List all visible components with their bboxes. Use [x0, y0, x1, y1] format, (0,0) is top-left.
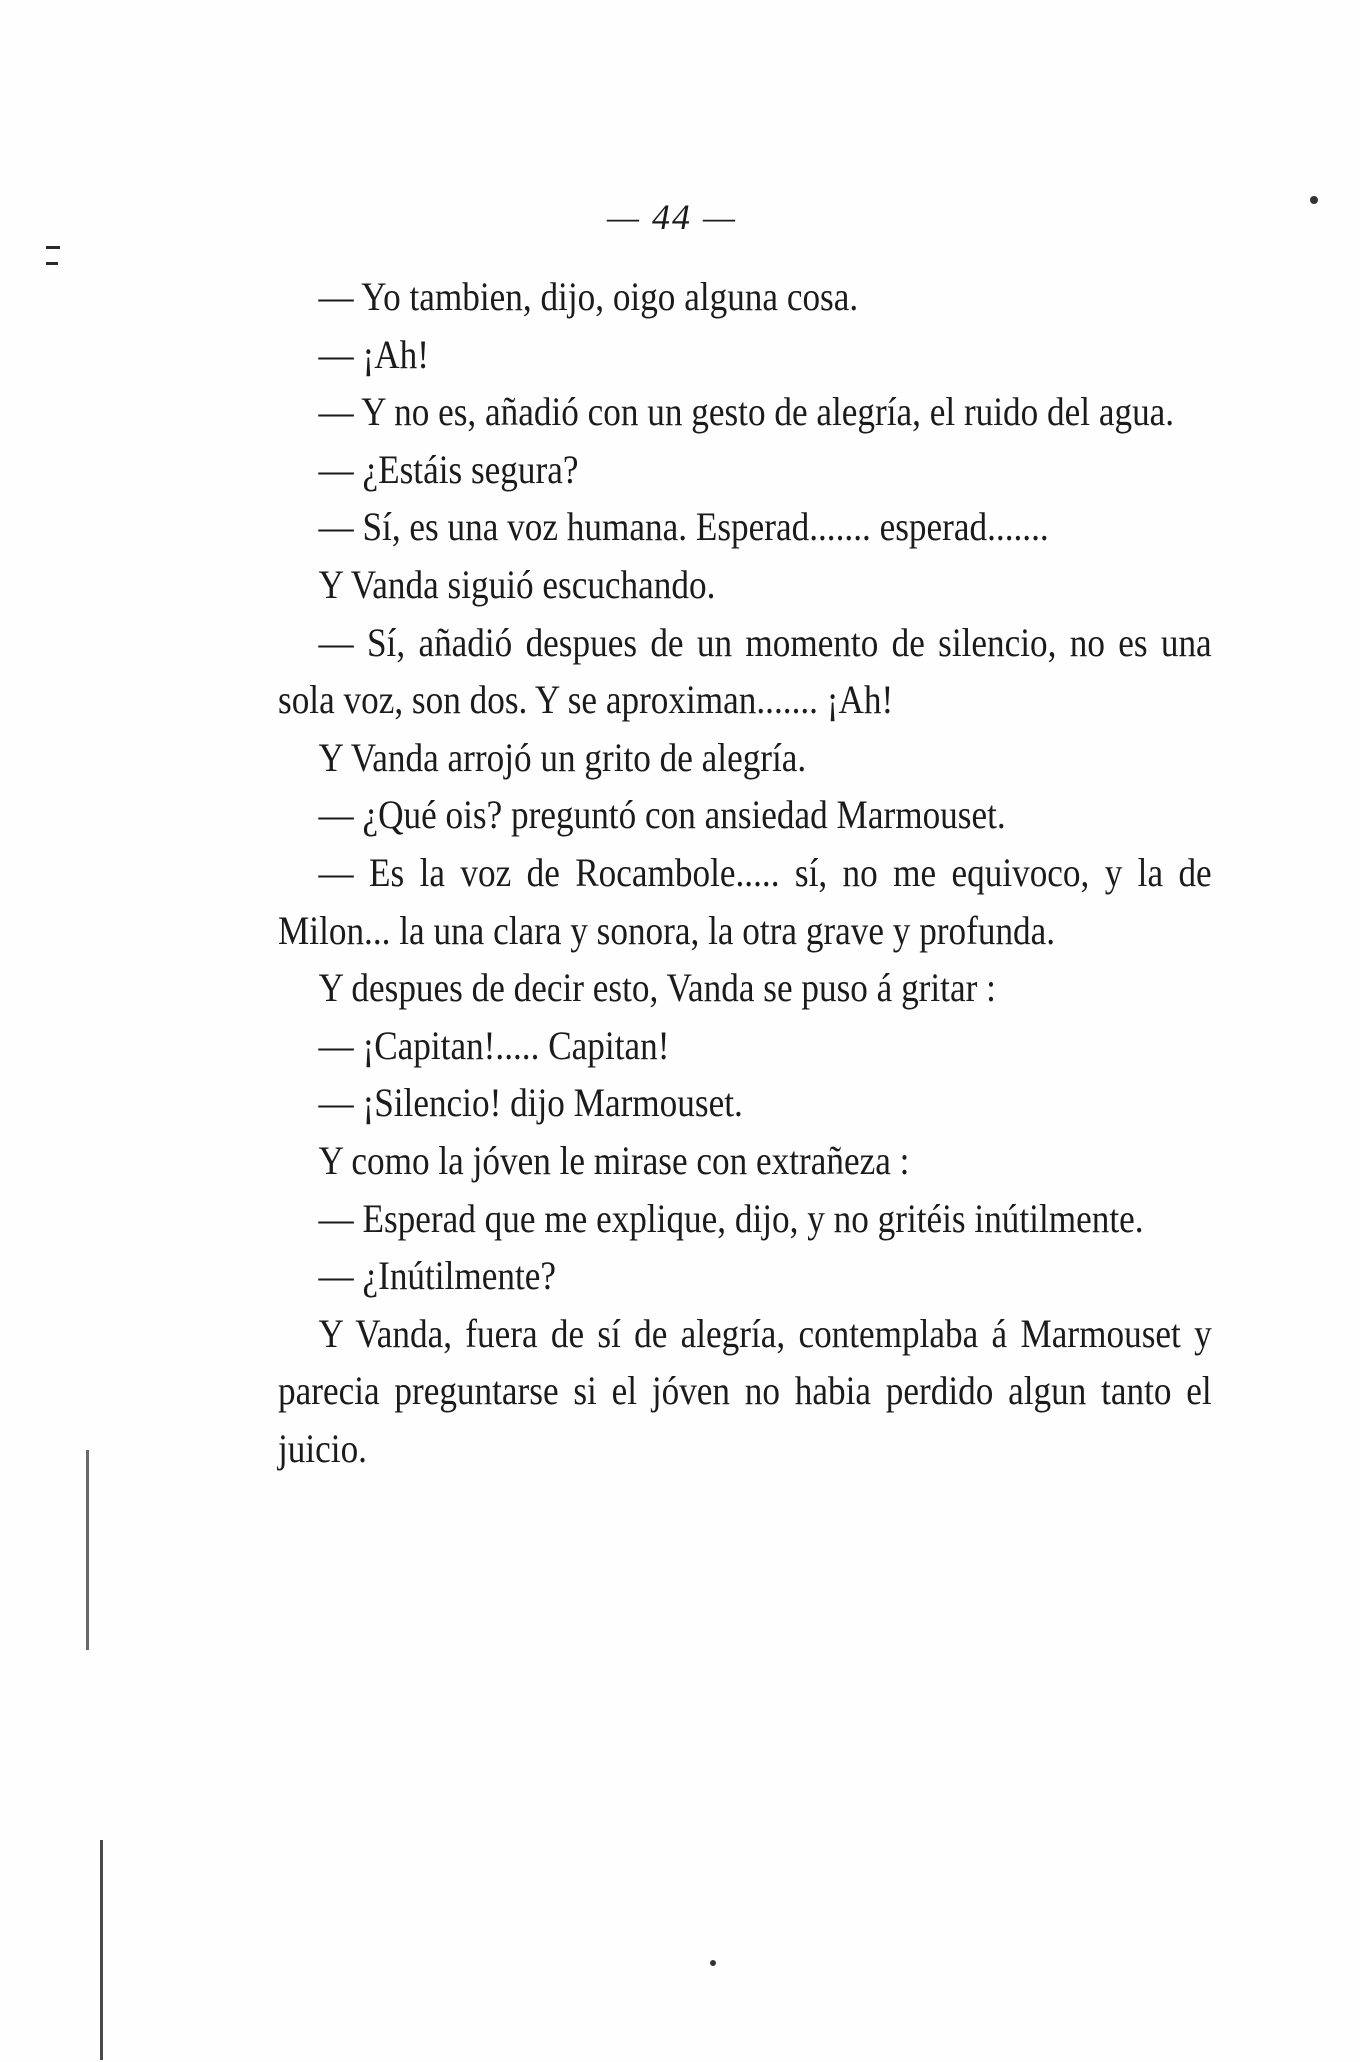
paragraph: — Sí, es una voz humana. Esperad....... esperad.......	[318, 504, 1049, 550]
paragraph: — Yo tambien, dijo, oigo alguna cosa.	[318, 274, 859, 319]
paragraph: Y Vanda arrojó un grito de alegría.	[318, 734, 807, 780]
paragraph: — Sí, añadió despues de un momento de silencio, no es una sola voz, son dos. Y se aproximan....... ¡Ah!	[278, 619, 1212, 723]
scan-speck	[1310, 196, 1318, 204]
paragraph: Y Vanda siguió escuchando.	[318, 561, 716, 607]
scan-edge-mark	[46, 262, 58, 265]
paragraph: Y Vanda, fuera de sí de alegría, contemplaba á Marmouset y parecia preguntarse si el jóven no habia perdido algun tanto el juicio.	[278, 1310, 1212, 1471]
paragraph: — ¿Estáis segura?	[318, 446, 579, 492]
scan-edge-mark	[100, 1840, 103, 2060]
scan-edge-mark	[86, 1450, 89, 1650]
scan-edge-mark	[46, 246, 60, 249]
page-body-text	[278, 268, 1212, 1477]
scan-speck	[710, 1960, 716, 1966]
paragraph: — ¡Silencio! dijo Marmouset.	[318, 1080, 743, 1126]
paragraph: — ¿Qué ois? preguntó con ansiedad Marmouset.	[318, 792, 1006, 838]
paragraph: — ¿Inútilmente?	[318, 1253, 556, 1299]
paragraph: Y como la jóven le mirase con extrañeza :	[318, 1137, 910, 1183]
paragraph: Y despues de decir esto, Vanda se puso á gritar :	[318, 965, 996, 1011]
paragraph: — Esperad que me explique, dijo, y no gritéis inútilmente.	[318, 1195, 1144, 1241]
paragraph: — ¡Capitan!..... Capitan!	[318, 1022, 670, 1068]
page-number: — 44 —	[606, 197, 738, 237]
paragraph: — ¡Ah!	[318, 331, 429, 377]
paragraph: — Y no es, añadió con un gesto de alegría, el ruido del agua.	[318, 389, 1175, 435]
paragraph: — Es la voz de Rocambole..... sí, no me equivoco, y la de Milon... la una clara y sonora, la otra grave y profunda.	[278, 849, 1212, 953]
